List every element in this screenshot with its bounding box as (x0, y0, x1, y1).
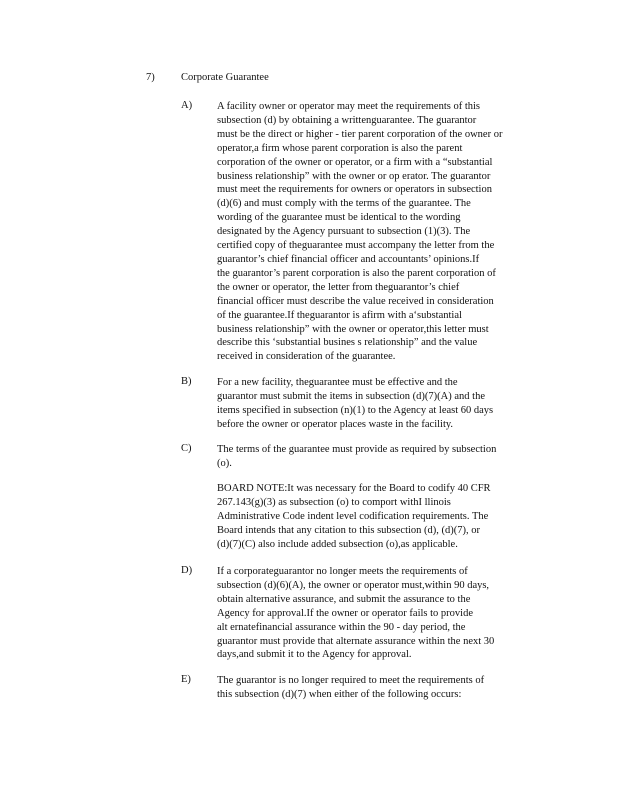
text-line: The terms of the guarantee must provide as required by subsection (217, 444, 497, 455)
board-note (217, 482, 545, 552)
text-line: wording of the guarantee must be identical to the wording (217, 212, 461, 224)
text-line: If a corporateguarantor no longer meets the requirements of (217, 566, 468, 577)
section-number: 7) (146, 72, 155, 83)
item-body (217, 376, 545, 432)
text-line: Board intends that any citation to this subsection (d), (d)(7), or (217, 524, 481, 536)
text-line: describe this ‘substantial busines s relationship” and the value (217, 337, 478, 349)
text-line: operator,a firm whose parent corporation is also the parent (217, 142, 463, 154)
text-line: 267.143(g)(3) as subsection (o) to comport withI llinois (217, 496, 451, 508)
text-line: this subsection (d)(7) when either of the following occurs: (217, 688, 462, 700)
text-line: certified copy of theguarantee must accompany the letter from the (217, 240, 495, 252)
text-line: corporation of the owner or operator, or a firm with a “substantial (217, 156, 493, 168)
text-line: (d)(6) and must comply with the terms of the guarantee. The (217, 198, 471, 210)
item-body (217, 565, 545, 662)
text-line: must be the direct or higher - tier parent corporation of the owner or (217, 128, 503, 140)
text-line: For a new facility, theguarantee must be effective and the (217, 377, 458, 388)
text-line: guarantor must provide that alternate assurance within the next 30 (217, 635, 495, 647)
text-line: obtain alternative assurance, and submit the assurance to the (217, 593, 471, 605)
text-line: subsection (d) by obtaining a writtenguarantee. The guarantor (217, 114, 477, 126)
section-title: Corporate Guarantee (181, 72, 269, 83)
text-line: days,and submit it to the Agency for approval. (217, 649, 412, 661)
text-line: of the guarantee.If theguarantor is afirm with a‘substantial (217, 309, 462, 321)
text-line: (o). (217, 457, 232, 469)
text-line: must meet the requirements for owners or operators in subsection (217, 184, 492, 196)
text-line: before the owner or operator places waste in the facility. (217, 418, 454, 430)
text-line: designated by the Agency pursuant to subsection (1)(3). The (217, 226, 471, 238)
text-line: (d)(7)(C) also include added subsection (o),as applicable. (217, 538, 458, 550)
text-line: Agency for approval.If the owner or operator fails to provide (217, 607, 473, 619)
item-letter: B) (181, 376, 192, 387)
item-letter: C) (181, 443, 192, 454)
text-line: the owner or operator, the letter from theguarantor’s chief (217, 281, 460, 293)
text-line: items specified in subsection (n)(1) to the Agency at least 60 days (217, 404, 494, 416)
item-letter: E) (181, 674, 191, 685)
text-line: received in consideration of the guarantee. (217, 351, 396, 363)
item-letter: A) (181, 100, 193, 111)
text-line: A facility owner or operator may meet the requirements of this (217, 101, 480, 112)
text-line: business relationship” with the owner or operator,this letter must (217, 323, 489, 335)
text-line: Administrative Code indent level codification requirements. The (217, 510, 489, 522)
text-line: the guarantor’s parent corporation is also the parent corporation of (217, 267, 496, 279)
text-line: BOARD NOTE:It was necessary for the Board to codify 40 CFR (217, 483, 491, 494)
item-body (217, 443, 545, 471)
text-line: business relationship” with the owner or op erator. The guarantor (217, 170, 491, 182)
text-line: alt ernatefinancial assurance within the 90 - day period, the (217, 621, 466, 633)
text-line: guarantor’s chief financial officer and accountants’ opinions.If (217, 253, 480, 265)
item-letter: D) (181, 565, 193, 576)
text-line: The guarantor is no longer required to meet the requirements of (217, 675, 485, 686)
text-line: guarantor must submit the items in subsection (d)(7)(A) and the (217, 390, 485, 402)
text-line: subsection (d)(6)(A), the owner or operator must,within 90 days, (217, 579, 490, 591)
text-line: financial officer must describe the value received in consideration (217, 295, 494, 307)
item-body (217, 674, 545, 702)
item-body (217, 100, 545, 364)
